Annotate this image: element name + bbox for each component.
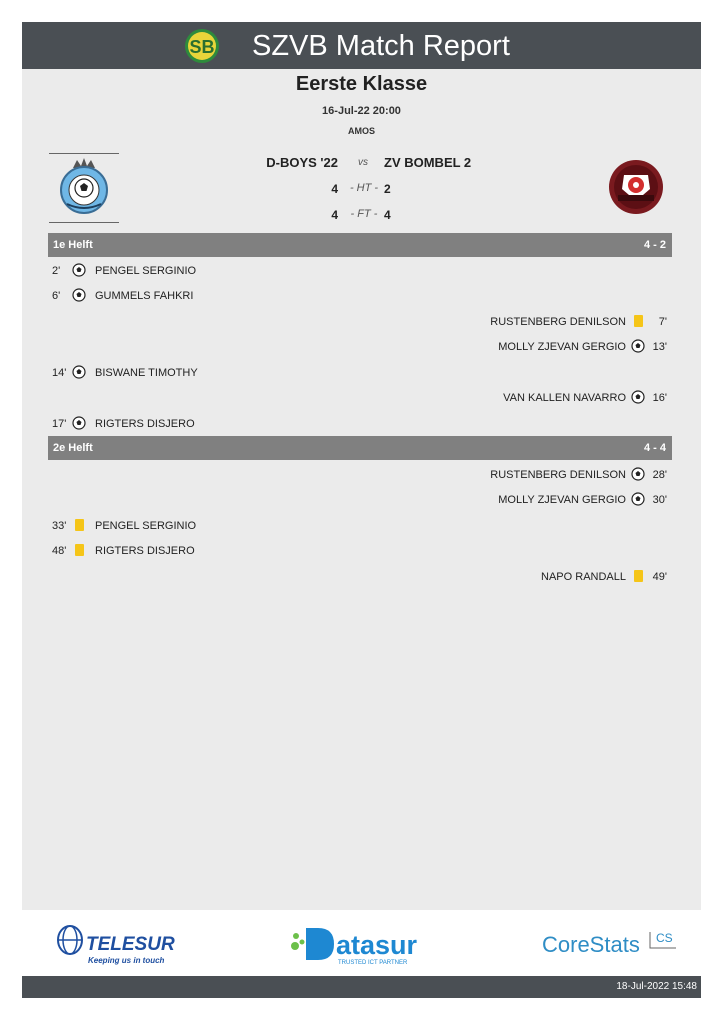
event-minute: 16' [652,392,667,404]
ft-away-score: 4 [384,208,391,222]
ft-home-score: 4 [331,208,338,222]
vs-label: vs [358,157,368,168]
svg-text:SB: SB [189,37,215,57]
goal-icon [631,390,645,404]
svg-text:CoreStats: CoreStats [542,932,640,957]
report-timestamp: 18-Jul-2022 15:48 [616,981,697,992]
event-minute: 49' [652,571,667,583]
ht-away-score: 2 [384,182,391,196]
halftime-score [222,182,544,200]
ht-home-score: 4 [331,182,338,196]
event-player: GUMMELS FAHKRI [95,290,194,302]
match-venue: AMOS [348,126,375,136]
away-team-logo [608,159,664,215]
event-player: BISWANE TIMOTHY [95,367,198,379]
half-name: 2e Helft [53,442,93,454]
goal-icon [631,339,645,353]
datasur-logo [290,922,435,966]
ht-label: - HT - [349,182,379,194]
goal-icon [72,288,86,302]
fulltime-score [222,208,544,226]
away-team-name: ZV BOMBEL 2 [384,155,472,170]
event-player: VAN KALLEN NAVARRO [503,392,626,404]
event-player: RIGTERS DISJERO [95,545,195,557]
yellow-card-icon [631,314,645,328]
goal-icon [72,263,86,277]
event-player: MOLLY ZJEVAN GERGIO [498,494,626,506]
event-minute: 14' [52,367,67,379]
ft-label: - FT - [350,208,378,220]
half-score: 4 - 2 [643,239,666,251]
event-row [352,492,670,510]
yellow-card-icon [72,518,86,532]
event-minute: 28' [652,469,667,481]
half-name: 1e Helft [53,239,93,251]
event-minute: 30' [652,494,667,506]
event-minute: 6' [52,290,61,302]
yellow-card-icon [72,543,86,557]
event-row [52,263,352,281]
event-row [52,416,352,434]
event-minute: 33' [52,520,67,532]
event-player: PENGEL SERGINIO [95,265,197,277]
match-report-page [22,22,701,998]
szvb-logo [180,28,224,64]
event-minute: 17' [52,418,67,430]
event-minute: 48' [52,545,67,557]
sponsor-footer [22,910,701,976]
svg-text:TELESUR: TELESUR [86,934,175,955]
event-row [52,288,352,306]
event-minute: 2' [52,265,61,277]
yellow-card-icon [631,569,645,583]
event-row [352,467,670,485]
half-header-1 [48,233,672,257]
event-player: RUSTENBERG DENILSON [490,469,626,481]
event-row [352,314,670,332]
svg-text:TRUSTED ICT PARTNER: TRUSTED ICT PARTNER [338,960,408,966]
svg-text:atasur: atasur [336,930,418,960]
telesur-logo [56,922,176,968]
half-score: 4 - 4 [643,442,666,454]
half-header-2 [48,436,672,460]
event-row [52,543,352,561]
svg-text:Keeping us in touch: Keeping us in touch [88,956,165,965]
goal-icon [72,416,86,430]
goal-icon [631,492,645,506]
division-name: Eerste Klasse [295,73,428,95]
event-minute: 13' [652,341,667,353]
match-datetime: 16-Jul-22 20:00 [322,105,401,117]
event-row [52,518,352,536]
home-team-logo [49,153,119,223]
event-row [52,365,352,383]
goal-icon [72,365,86,379]
footer-bar [22,976,701,998]
event-player: PENGEL SERGINIO [95,520,197,532]
event-player: RUSTENBERG DENILSON [490,316,626,328]
event-player: NAPO RANDALL [541,571,626,583]
event-minute: 7' [658,316,667,328]
corestats-logo [542,928,682,958]
event-row [352,339,670,357]
event-row [352,569,670,587]
event-player: RIGTERS DISJERO [95,418,195,430]
goal-icon [631,467,645,481]
report-header [22,22,701,69]
svg-text:CS: CS [656,931,673,945]
event-row [352,390,670,408]
home-team-name: D-BOYS '22 [266,155,338,170]
event-player: MOLLY ZJEVAN GERGIO [498,341,626,353]
report-title: SZVB Match Report [252,30,510,62]
